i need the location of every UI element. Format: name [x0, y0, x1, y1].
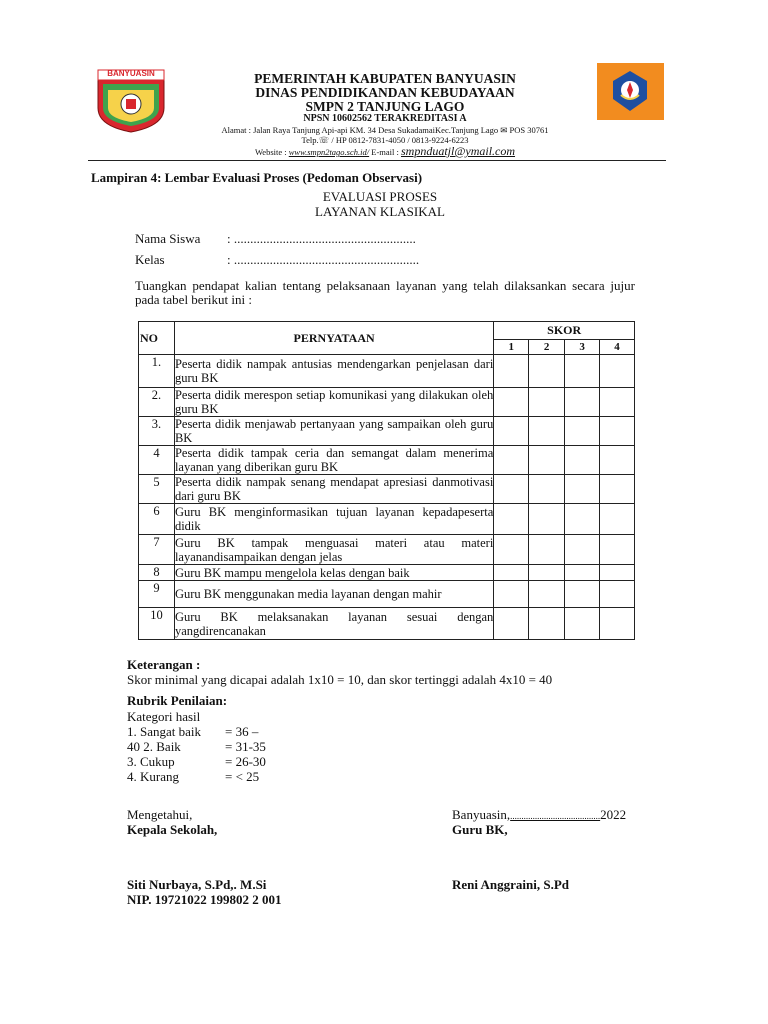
row-statement: Guru BK tampak menguasai materi atau materi layanandisampaikan dengan jelas: [174, 535, 494, 564]
col-statement-header: PERNYATAAN: [174, 322, 493, 355]
row-statement: Guru BK melaksanakan layanan sesuai dengan yangdirencanakan: [174, 609, 494, 638]
row-statement: Peserta didik tampak ceria dan semangat dalam menerima layanan yang diberikan guru BK: [174, 446, 494, 474]
score-cell-3[interactable]: [565, 535, 600, 565]
col-no-header: NO: [139, 322, 175, 355]
score-cell-4[interactable]: [600, 565, 635, 581]
col-score-header: SKOR: [494, 322, 635, 340]
instruction-text: Tuangkan pendapat kalian tentang pelaksanaan layanan yang telah dilaksankan secara jujur pada tabel berikut ini :: [135, 278, 635, 307]
score-cell-3[interactable]: [565, 355, 600, 388]
score-2-header: 2: [529, 340, 565, 355]
rubric-item: [127, 724, 266, 739]
score-cell-1[interactable]: [494, 581, 529, 608]
year-label: 2022: [600, 807, 627, 822]
rubric-category: Kategori hasil: [127, 709, 201, 724]
letterhead-line1: PEMERINTAH KABUPATEN BANYUASIN: [254, 71, 516, 86]
score-cell-3[interactable]: [565, 446, 600, 475]
rubric-value: = 36 –: [225, 724, 259, 739]
score-cell-2[interactable]: [529, 388, 565, 417]
rubric-item: [127, 739, 266, 754]
rubric-value: = 31-35: [225, 739, 266, 754]
table-row: [139, 581, 635, 608]
rubric-item: [127, 769, 266, 784]
score-cell-1[interactable]: [494, 608, 529, 640]
score-cell-1[interactable]: [494, 417, 529, 446]
observation-table: [138, 321, 635, 640]
score-cell-4[interactable]: [600, 504, 635, 535]
score-cell-4[interactable]: [600, 388, 635, 417]
score-cell-1[interactable]: [494, 504, 529, 535]
score-cell-2[interactable]: [529, 446, 565, 475]
row-number: 3.: [139, 417, 175, 446]
title-evaluasi: EVALUASI PROSES: [322, 189, 438, 204]
place-date: [452, 807, 626, 823]
row-number: 5: [139, 475, 175, 504]
class-field[interactable]: : .........................................................: [227, 252, 420, 267]
row-number: 4: [139, 446, 175, 475]
score-cell-3[interactable]: [565, 504, 600, 535]
letterhead-address: Alamat : Jalan Raya Tanjung Api-api KM. 34 Desa SukadamaiKec.Tanjung Lago ✉ POS 30761: [221, 125, 549, 135]
row-number: 2.: [139, 388, 175, 417]
known-label: Mengetahui,: [127, 807, 193, 822]
title-layanan: LAYANAN KLASIKAL: [315, 204, 445, 219]
school-logo: [597, 63, 664, 120]
score-3-header: 3: [565, 340, 600, 355]
rubric-value: = 26-30: [225, 754, 266, 769]
score-cell-4[interactable]: [600, 417, 635, 446]
website-label: Website :: [254, 147, 289, 157]
score-cell-3[interactable]: [565, 475, 600, 504]
score-4-header: 4: [600, 340, 635, 355]
table-row: [139, 535, 635, 565]
row-statement: Guru BK menginformasikan tujuan layanan kepadapeserta didik: [174, 505, 494, 533]
row-number: 1.: [139, 355, 175, 388]
letterhead-web-line: [180, 144, 590, 159]
counselor-role: Guru BK,: [452, 822, 508, 837]
rubric-list: [127, 724, 266, 784]
attachment-title: Lampiran 4: Lembar Evaluasi Proses (Pedoman Observasi): [91, 170, 423, 185]
table-row: [139, 565, 635, 581]
score-cell-3[interactable]: [565, 608, 600, 640]
class-label: Kelas: [135, 252, 165, 267]
website-link[interactable]: www.smpn2tago.sch.id/: [288, 147, 370, 157]
principal-name: Siti Nurbaya, S.Pd,. M.Si: [127, 877, 267, 892]
place-label: Banyuasin,: [452, 807, 511, 822]
score-cell-3[interactable]: [565, 388, 600, 417]
table-row: [139, 417, 635, 446]
table-row: [139, 475, 635, 504]
row-statement: Guru BK mampu mengelola kelas dengan baik: [174, 565, 493, 581]
row-number: 6: [139, 504, 175, 535]
score-cell-2[interactable]: [529, 535, 565, 565]
name-label: Nama Siswa: [135, 231, 201, 246]
principal-nip: NIP. 19721022 199802 2 001: [127, 892, 282, 907]
rubric-label: 40 2. Baik: [127, 739, 181, 754]
table-row: [139, 608, 635, 640]
score-cell-4[interactable]: [600, 475, 635, 504]
row-statement: Peserta didik merespon setiap komunikasi yang dilakukan oleh guru BK: [174, 388, 494, 416]
score-cell-3[interactable]: [565, 565, 600, 581]
score-cell-4[interactable]: [600, 446, 635, 475]
row-number: 7: [139, 535, 175, 565]
email-link[interactable]: smpnduatjl@ymail.com: [401, 144, 516, 158]
score-cell-2[interactable]: [529, 504, 565, 535]
row-statement: Peserta didik nampak antusias mendengarkan penjelasan dari guru BK: [174, 355, 493, 388]
banyuasin-logo-text: BANYUASIN: [107, 69, 155, 78]
rubric-label: 3. Cukup: [127, 754, 175, 769]
score-cell-3[interactable]: [565, 581, 600, 608]
row-number: 9: [139, 581, 175, 608]
letterhead-phone: Telp.☏ / HP 0812-7831-4050 / 0813-9224-6223: [301, 135, 469, 145]
score-cell-2[interactable]: [529, 565, 565, 581]
date-blank[interactable]: ........................................: [510, 811, 601, 821]
notes-text: Skor minimal yang dicapai adalah 1x10 = 10, dan skor tertinggi adalah 4x10 = 40: [127, 672, 553, 687]
score-1-header: 1: [494, 340, 529, 355]
score-cell-1[interactable]: [494, 355, 529, 388]
email-label: E-mail :: [369, 147, 401, 157]
row-number: 8: [139, 565, 175, 581]
score-cell-2[interactable]: [529, 475, 565, 504]
rubric-item: [127, 754, 266, 769]
score-cell-4[interactable]: [600, 608, 635, 640]
score-cell-1[interactable]: [494, 475, 529, 504]
score-cell-4[interactable]: [600, 581, 635, 608]
row-statement: Guru BK menggunakan media layanan dengan mahir: [174, 581, 493, 608]
score-cell-1[interactable]: [494, 535, 529, 565]
score-cell-2[interactable]: [529, 581, 565, 608]
letterhead-line3: SMPN 2 TANJUNG LAGO: [305, 99, 465, 114]
table-row: [139, 388, 635, 417]
letterhead-npsn: NPSN 10602562 TERAKREDITASI A: [303, 113, 467, 124]
table-row: [139, 355, 635, 388]
score-cell-2[interactable]: [529, 608, 565, 640]
score-cell-3[interactable]: [565, 417, 600, 446]
name-field[interactable]: : ........................................................: [227, 231, 416, 246]
rubric-label: 1. Sangat baik: [127, 724, 202, 739]
rubric-heading: Rubrik Penilaian:: [127, 693, 228, 708]
table-row: [139, 446, 635, 475]
score-cell-1[interactable]: [494, 565, 529, 581]
letterhead-line2: DINAS PENDIDIKANDAN KEBUDAYAAN: [255, 85, 515, 100]
score-cell-2[interactable]: [529, 417, 565, 446]
row-number: 10: [139, 608, 175, 640]
letterhead-divider: [88, 160, 666, 161]
row-statement: Peserta didik nampak senang mendapat apresiasi danmotivasi dari guru BK: [174, 475, 494, 503]
score-cell-4[interactable]: [600, 535, 635, 565]
score-cell-4[interactable]: [600, 355, 635, 388]
rubric-label: 4. Kurang: [127, 769, 179, 784]
table-row: [139, 504, 635, 535]
score-cell-1[interactable]: [494, 388, 529, 417]
notes-heading: Keterangan :: [127, 657, 201, 672]
rubric-value: = < 25: [225, 769, 260, 784]
counselor-name: Reni Anggraini, S.Pd: [452, 877, 570, 892]
principal-role: Kepala Sekolah,: [127, 822, 218, 837]
row-statement: Peserta didik menjawab pertanyaan yang sampaikan oleh guru BK: [174, 417, 494, 445]
score-cell-1[interactable]: [494, 446, 529, 475]
score-cell-2[interactable]: [529, 355, 565, 388]
